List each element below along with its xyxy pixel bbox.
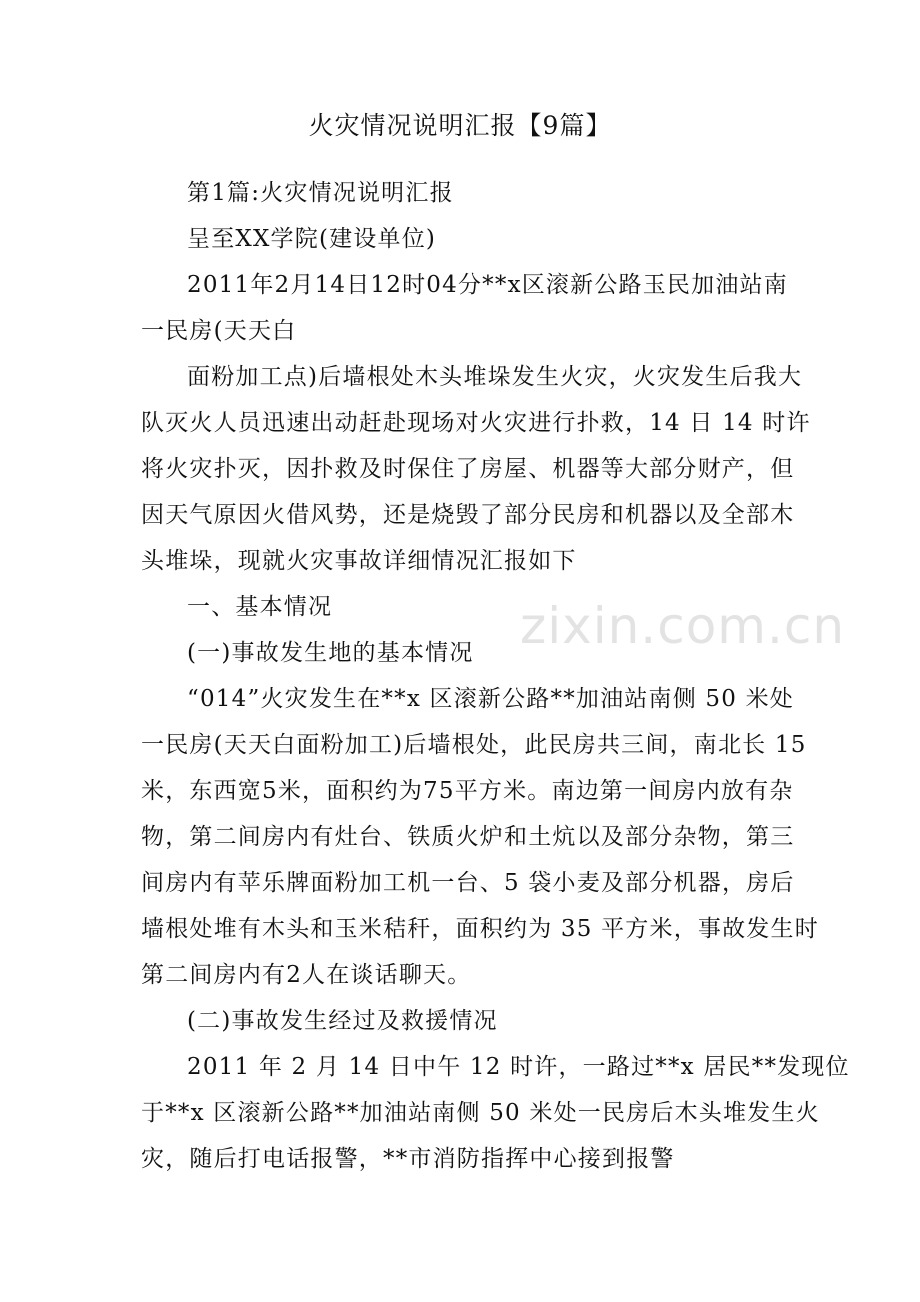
- paragraph-line: 于**x 区滚新公路**加油站南侧 50 米处一民房后木头堆发生火: [141, 1100, 820, 1126]
- paragraph-line: 灾，随后打电话报警，**市消防指挥中心接到报警: [141, 1146, 675, 1172]
- paragraph-line: 物，第二间房内有灶台、铁质火炉和土炕以及部分杂物，第三: [141, 824, 795, 850]
- paragraph-line: 因天气原因火借风势，还是烧毁了部分民房和机器以及全部木: [141, 502, 795, 528]
- addressee-line: 呈至XX学院(建设单位): [187, 226, 437, 252]
- paragraph-line: 第二间房内有2人在谈话聊天。: [141, 962, 472, 988]
- paragraph-line: 一民房(天天白面粉加工)后墙根处，此民房共三间，南北长 15: [141, 732, 807, 758]
- paragraph-line: 间房内有苹乐牌面粉加工机一台、5 袋小麦及部分机器，房后: [141, 870, 795, 896]
- paragraph-line: 一民房(天天白: [141, 318, 297, 344]
- subsection-heading: (一)事故发生地的基本情况: [187, 640, 474, 666]
- document-title: 火灾情况说明汇报【9篇】: [308, 111, 612, 140]
- section-heading: 第1篇:火灾情况说明汇报: [187, 180, 454, 206]
- paragraph-line: 2011年2月14日12时04分**x区滚新公路玉民加油站南: [187, 272, 788, 298]
- paragraph-line: 米，东西宽5米，面积约为75平方米。南边第一间房内放有杂: [141, 778, 794, 804]
- paragraph-line: 队灭火人员迅速出动赶赴现场对火灾进行扑救，14 日 14 时许: [141, 410, 811, 436]
- paragraph-line: 墙根处堆有木头和玉米秸秆，面积约为 35 平方米，事故发生时: [141, 916, 819, 942]
- paragraph-line: 将火灾扑灭，因扑救及时保住了房屋、机器等大部分财产，但: [141, 456, 795, 482]
- subsection-heading: (二)事故发生经过及救援情况: [187, 1008, 498, 1034]
- paragraph-line: “014”火灾发生在**x 区滚新公路**加油站南侧 50 米处: [187, 686, 794, 712]
- paragraph-line: 2011 年 2 月 14 日中午 12 时许，一路过**x 居民**发现位: [187, 1054, 850, 1080]
- section-heading: 一、基本情况: [187, 594, 333, 620]
- paragraph-line: 面粉加工点)后墙根处木头堆垛发生火灾，火灾发生后我大: [187, 364, 803, 390]
- paragraph-line: 头堆垛，现就火灾事故详细情况汇报如下: [141, 548, 577, 574]
- watermark: zixin.com.cn: [520, 597, 846, 655]
